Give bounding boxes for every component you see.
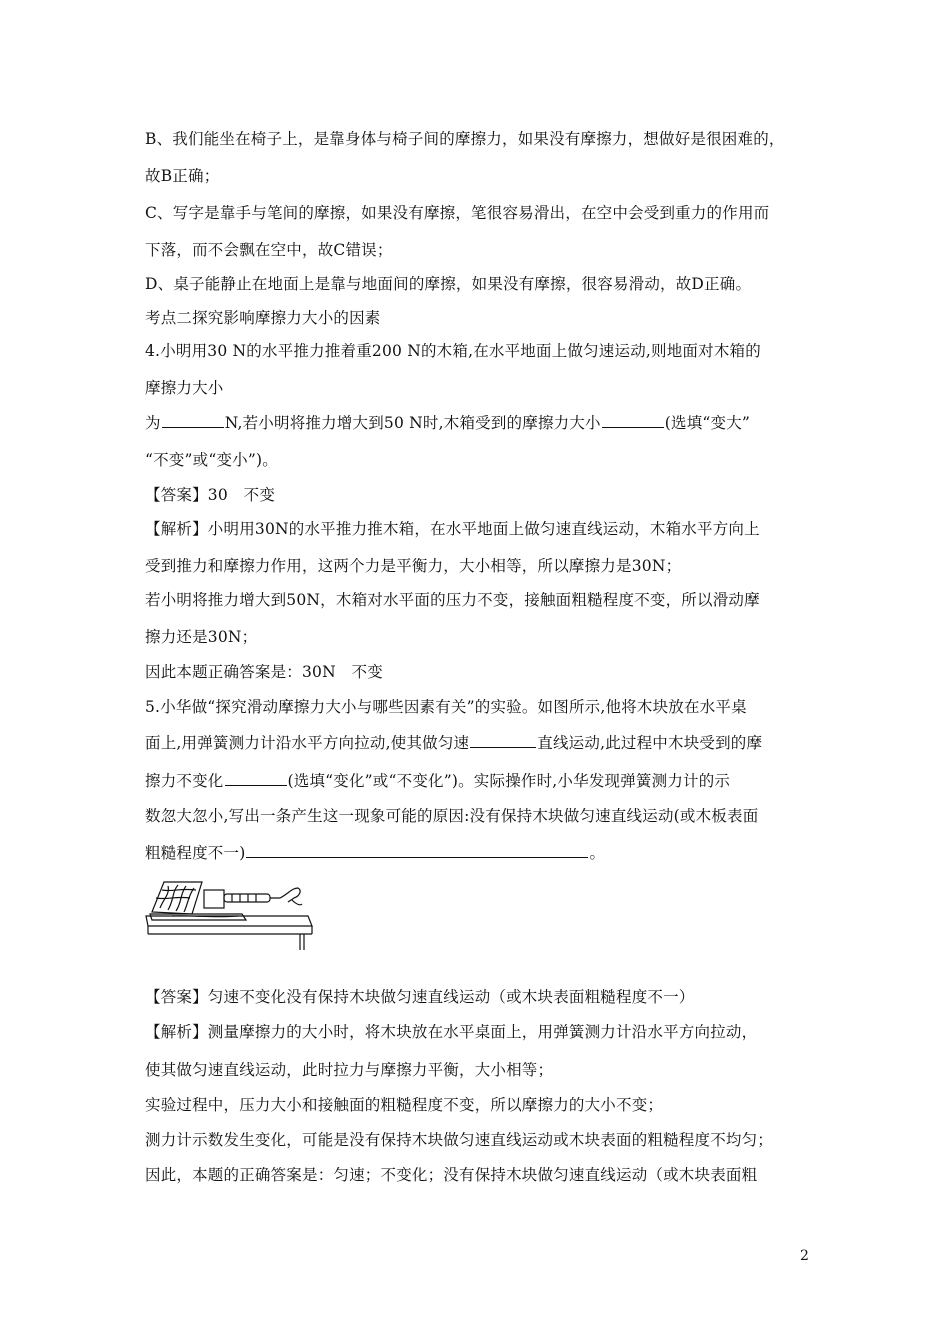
answer-blank-2 [602,412,664,428]
analysis-4-line-4: 擦力还是30N； [145,628,258,646]
answer-blank-1 [162,412,224,428]
spring-scale [224,894,270,902]
q4-text-c: (选填“变大” [664,414,751,432]
question-4-line-1: 4.小明用30 N的水平推力推着重200 N的木箱,在水平地面上做匀速运动,则地面对木箱的 [145,342,761,360]
question-5-line-2 [145,732,762,754]
text-line-b-conclusion: 故B正确； [145,167,220,185]
analysis-5-line-5: 因此，本题的正确答案是：匀速；不变化；没有保持木块做匀速直线运动（或木块表面粗 [145,1166,758,1184]
analysis-5-line-4: 测力计示数发生变化，可能是没有保持木块做匀速直线运动或木块表面的粗糙程度不均匀； [145,1131,774,1149]
question-4-line-2: 摩擦力大小 [145,379,224,397]
analysis-5-line-1: 【解析】测量摩擦力的大小时，将木块放在水平桌面上，用弹簧测力计沿水平方向拉动， [145,1023,758,1041]
section-heading-kaodian2: 考点二探究影响摩擦力大小的因素 [145,309,381,327]
analysis-4-line-3: 若小明将推力增大到50N，木箱对水平面的压力不变，接触面粗糙程度不变，所以滑动摩 [145,591,760,609]
analysis-4-line-2: 受到推力和摩擦力作用，这两个力是平衡力，大小相等，所以摩擦力是30N； [145,557,682,575]
q4-text-b: N,若小明将推力增大到50 N时,木箱受到的摩擦力大小 [224,414,601,432]
question-5-line-3 [145,770,730,792]
text-line-c-option: C、写字是靠手与笔间的摩擦，如果没有摩擦，笔很容易滑出，在空中会受到重力的作用而 [145,204,770,222]
analysis-5-line-3: 实验过程中，压力大小和接触面的粗糙程度不变，所以摩擦力的大小不变； [145,1096,664,1114]
experiment-figure [142,868,314,950]
text-line-b-option: B、我们能坐在椅子上，是靠身体与椅子间的摩擦力，如果没有摩擦力，想做好是很困难的， [145,130,785,148]
q5-text-a: 面上,用弹簧测力计沿水平方向拉动,使其做匀速 [145,734,470,752]
analysis-4-line-5: 因此本题正确答案是：30N 不变 [145,663,383,681]
q5-text-d: (选填“变化”或“不变化”)。实际操作时,小华发现弹簧测力计的示 [287,772,731,790]
q5-text-b: 直线运动,此过程中木块受到的摩 [537,734,763,752]
answer-blank-4 [225,770,287,786]
answer-5: 【答案】匀速不变化没有保持木块做匀速直线运动（或木块表面粗糙程度不一） [145,988,695,1006]
answer-blank-5 [246,842,588,858]
question-5-line-1: 5.小华做“探究滑动摩擦力大小与哪些因素有关”的实验。如图所示,他将木块放在水平桌 [145,698,747,716]
analysis-4-line-1: 【解析】小明用30N的水平推力推木箱，在水平地面上做匀速直线运动，木箱水平方向上 [145,520,760,538]
question-5-line-4: 数忽大忽小,写出一条产生这一现象可能的原因:没有保持木块做匀速直线运动(或木板表面 [145,807,759,825]
text-line-c-conclusion: 下落，而不会飘在空中，故C错误； [145,241,393,259]
hand [270,888,300,902]
question-4-line-3 [145,412,750,434]
q5-text-c: 擦力不变化 [145,772,224,790]
answer-blank-3 [470,732,536,748]
question-5-line-5 [145,842,605,864]
q4-text-a: 为 [145,414,161,432]
page-number: 2 [800,1248,809,1264]
answer-4: 【答案】30 不变 [145,486,276,504]
q5-text-f: 。 [589,844,606,862]
question-4-line-4: “不变”或“变小”)。 [145,451,278,469]
table-top [146,916,312,926]
analysis-5-line-2: 使其做匀速直线运动，此时拉力与摩擦力平衡，大小相等； [145,1061,554,1079]
q5-text-e: 粗糙程度不一) [145,844,246,862]
text-line-d-option: D、桌子能静止在地面上是靠与地面间的摩擦，如果没有摩擦，很容易滑动，故D正确。 [145,275,752,293]
